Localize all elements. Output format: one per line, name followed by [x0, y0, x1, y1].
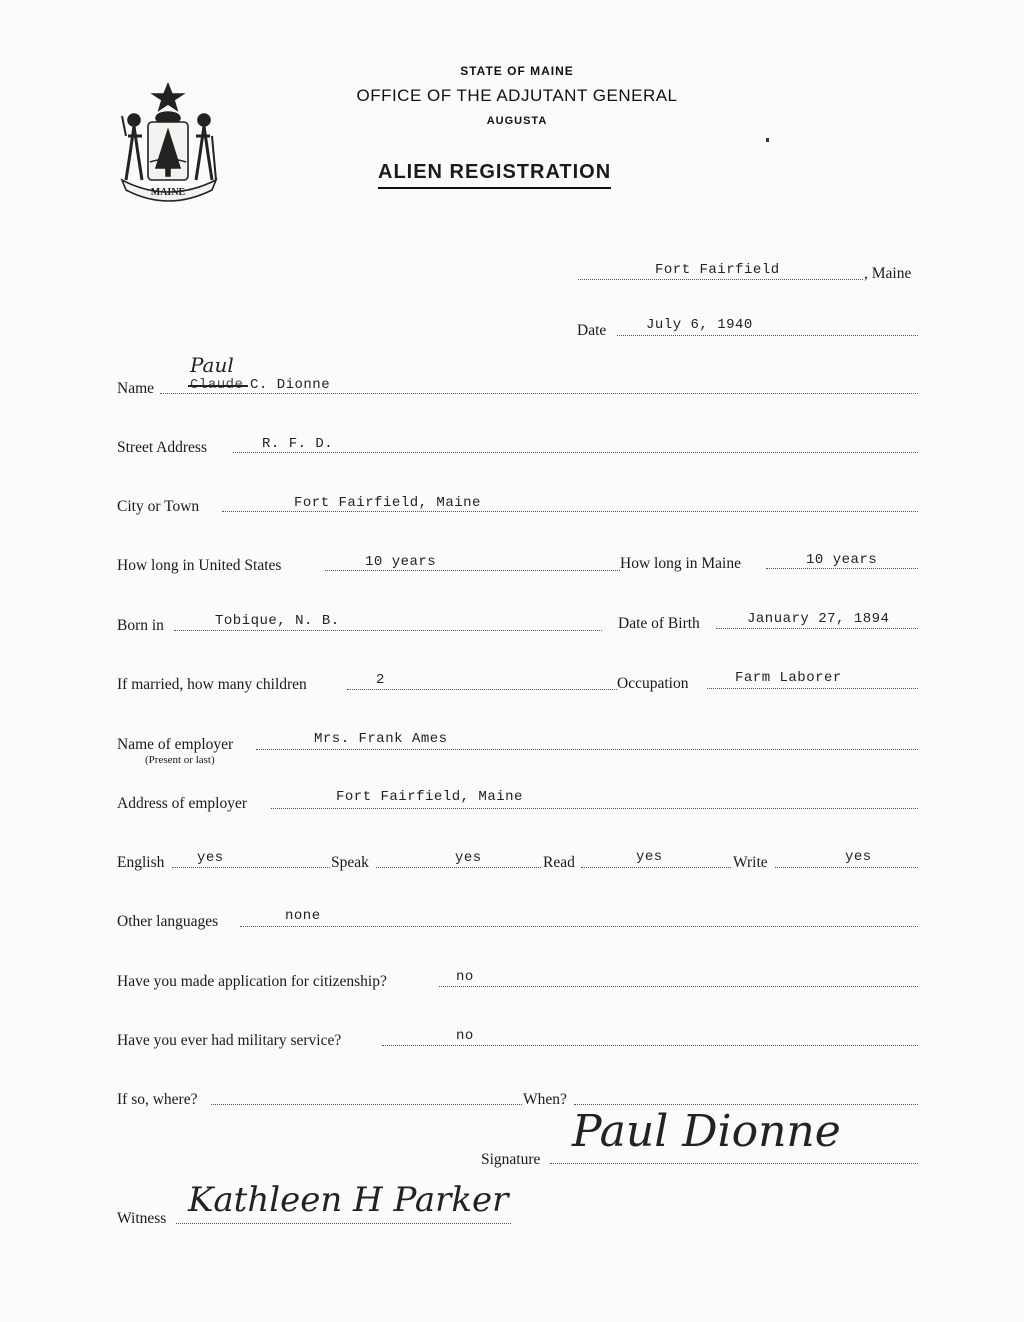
form-title: ALIEN REGISTRATION [378, 161, 611, 189]
if-so-where-label: If so, where? [117, 1091, 198, 1108]
born-in-value: Tobique, N. B. [215, 613, 340, 629]
date-line [617, 335, 918, 336]
english-label: English [117, 854, 165, 871]
if-so-where-line [211, 1104, 522, 1105]
city-label: City or Town [117, 498, 200, 515]
english-value: yes [197, 850, 224, 866]
citizenship-label: Have you made application for citizenship? [117, 973, 387, 990]
citizenship-line [439, 986, 918, 987]
speak-label: Speak [331, 854, 369, 871]
employer-address-value: Fort Fairfield, Maine [336, 789, 523, 805]
seal-banner-text: MAINE [150, 187, 186, 198]
citizenship-value: no [456, 969, 474, 985]
date-of-birth-value: January 27, 1894 [747, 611, 890, 627]
date-label: Date [577, 322, 607, 339]
born-in-line [174, 630, 602, 631]
write-label: Write [733, 854, 768, 871]
english-line [172, 867, 330, 868]
city-line [222, 511, 918, 512]
military-value: no [456, 1028, 474, 1044]
witness-line [176, 1223, 511, 1224]
date-value: July 6, 1940 [646, 317, 753, 333]
other-languages-label: Other languages [117, 913, 219, 930]
name-strikethrough [188, 385, 248, 387]
maine-state-seal-icon [112, 76, 224, 202]
military-label: Have you ever had military service? [117, 1032, 342, 1049]
read-label: Read [543, 854, 575, 871]
other-languages-line [240, 926, 918, 927]
employer-name-value: Mrs. Frank Ames [314, 731, 448, 747]
how-long-us-line [325, 570, 620, 571]
witness-value: Kathleen H Parker [188, 1180, 509, 1220]
employer-address-label: Address of employer [117, 795, 247, 812]
read-value: yes [636, 849, 663, 865]
employer-name-sublabel: (Present or last) [145, 754, 215, 766]
occupation-label: Occupation [617, 675, 689, 692]
how-long-maine-label: How long in Maine [620, 555, 741, 572]
signature-line [550, 1163, 918, 1164]
speak-line [376, 867, 541, 868]
name-struck-value: Claude [190, 377, 244, 393]
header-city: AUGUSTA [486, 115, 548, 127]
when-label: When? [523, 1091, 567, 1108]
signature-value: Paul Dionne [572, 1106, 841, 1157]
when-line [574, 1104, 918, 1105]
date-of-birth-label: Date of Birth [618, 615, 700, 632]
children-label: If married, how many children [117, 676, 307, 693]
employer-name-label: Name of employer [117, 736, 234, 753]
military-line [382, 1045, 918, 1046]
name-line [160, 393, 918, 394]
name-handwritten-correction: Paul [190, 353, 234, 377]
location-line [578, 279, 863, 280]
witness-label: Witness [117, 1210, 167, 1227]
born-in-label: Born in [117, 617, 164, 634]
speak-value: yes [455, 850, 482, 866]
ink-speck [766, 138, 769, 142]
date-of-birth-line [716, 628, 918, 629]
employer-address-line [271, 808, 918, 809]
location-state-label: , Maine [864, 265, 912, 282]
how-long-maine-line [766, 568, 918, 569]
how-long-maine-value: 10 years [806, 552, 878, 568]
location-town-value: Fort Fairfield [655, 262, 780, 278]
name-label: Name [117, 380, 155, 397]
street-address-value: R. F. D. [262, 436, 334, 452]
other-languages-value: none [285, 908, 321, 924]
children-line [347, 689, 617, 690]
how-long-us-label: How long in United States [117, 557, 282, 574]
employer-name-line [256, 749, 918, 750]
header-state: STATE OF MAINE [460, 64, 574, 78]
name-value: C. Dionne [250, 377, 331, 393]
read-line [581, 867, 731, 868]
city-value: Fort Fairfield, Maine [294, 495, 481, 511]
street-address-line [233, 452, 918, 453]
occupation-line [707, 688, 918, 689]
how-long-us-value: 10 years [365, 554, 437, 570]
occupation-value: Farm Laborer [735, 670, 842, 686]
signature-label: Signature [481, 1151, 541, 1168]
children-value: 2 [376, 672, 385, 688]
header-office: OFFICE OF THE ADJUTANT GENERAL [356, 86, 678, 105]
write-line [775, 867, 918, 868]
street-address-label: Street Address [117, 439, 207, 456]
write-value: yes [845, 849, 872, 865]
